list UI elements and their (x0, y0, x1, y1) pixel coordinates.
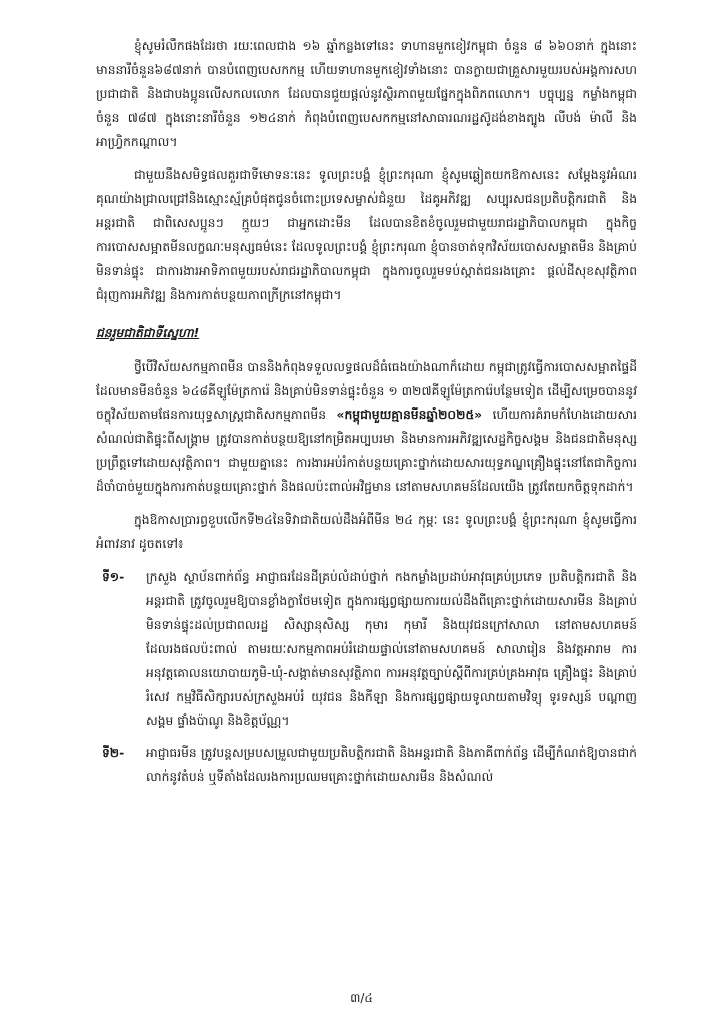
appeal-item-2 (96, 741, 637, 789)
appeal-item-label: ទី២- (102, 746, 125, 760)
page-number: ៣/៤ (350, 991, 373, 1005)
paragraph-mine-action-text-cont: ហើយការគំរាមកំហែងដោយសារសំណល់ជាតិផ្ទុះពីសង្គ្រាម ត្រូវបានកាត់បន្ថយឱ្យនៅកម្រិតអប្បបរមា និងមានការអភិវឌ្ឍសេដ្ឋកិច្ចសង្គម និងជនជាតិមនុស្សប្រព្រឹត្តទៅដោយសុវត្ថិភាព។ ជាមួយគ្នានេះ ការងារអប់រំកាត់បន្ថយគ្រោះថ្នាក់ដោយសារយុទ្ធភណ្ឌគ្រឿងផ្ទុះនៅតែជាកិច្ចការដ៏ចាំបាច់មួយក្នុងការកាត់បន្ថយគ្រោះថ្នាក់ និងផលប៉ះពាល់អវិជ្ជមាន នៅតាមសហគមន៍ដែលយើង ត្រូវតែយកចិត្តទុកដាក់។ (96, 408, 637, 494)
paragraph-mine-action-text: ថ្វីបើវិស័យសកម្មភាពមីន បាននិងកំពុងទទួលលទ្ធផលដ៏ធំធេងយ៉ាងណាក៏ដោយ កម្ពុជាត្រូវធ្វើការបោសសម្អាតផ្ទៃដីដែលមានមីនចំនួន ៦៤៨គីឡូម៉ែត្រការ៉េ និងគ្រាប់មិនទាន់ផ្ទុះចំនួន ១ ៣២៧គីឡូម៉ែត្រការ៉េបន្ថែមទៀត ដើម្បីសម្រេចបាននូវចក្ខុវិស័យតាមផែនការយុទ្ធសាស្ត្រជាតិសកម្មភាពមីន (96, 360, 637, 422)
mine-free-slogan: «កម្ពុជាមួយគ្មានមីនឆ្នាំ២០២៥» (336, 408, 483, 422)
appeal-item-text: អាជ្ញាធរមីន ត្រូវបន្តសម្របសម្រួលជាមួយប្រតិបត្តិករជាតិ និងអន្តរជាតិ និងភាគីពាក់ព័ន្ធ ដើម្បីកំណត់ឱ្យបានជាក់លាក់នូវតំបន់ ឬទីតាំងដែលរងការប្រឈមគ្រោះថ្នាក់ដោយសារមីន និងសំណល់ (146, 746, 637, 784)
appeal-item-1 (96, 565, 637, 733)
paragraph-appeal: ក្នុងឱកាសប្រារព្ធខួបលើកទី២៤នៃទិវាជាតិយល់ដឹងអំពីមីន ២៤ កុម្ភៈ នេះ ទូលព្រះបង្គំ ខ្ញុំព្រះករុណា ខ្ញុំសូមធ្វើការអំពាវនាវ ដូចតទៅ៖ (96, 513, 637, 551)
paragraph-peacekeepers: ខ្ញុំសូមរំលឹកផងដែរថា រយៈពេលជាង ១៦ ឆ្នាំកន្លងទៅនេះ ទាហានមួកខៀវកម្ពុជា ចំនួន ៨ ៦៦០នាក់ ក្នុងនោះមាននារីចំនួន៦៨៧នាក់ បានបំពេញបេសកកម្ម ហើយទាហានមួកខៀវទាំងនោះ បានក្លាយជាគ្រួសារមួយរបស់អង្គការសហប្រជាជាតិ និងជាបងប្អូនលើសកលលោក ដែលបានជួយផ្ដល់នូវស្ថិរភាពមួយផ្នែកក្នុងពិភពលោក។ បច្ចុប្បន្ន កម្លាំងកម្ពុជាចំនួន ៧៨៧ ក្នុងនោះនារីចំនួន ១២៤នាក់ កំពុងបំពេញបេសកកម្មនៅសាធារណរដ្ឋស៊ូដង់ខាងត្បូង លីបង់ ម៉ាលី និងអាហ្វ្រិកកណ្ដាល។ (96, 39, 637, 149)
appeal-item-label: ទី១- (102, 570, 125, 584)
paragraph-mine-action (96, 355, 637, 499)
paragraph-gratitude: ជាមួយនឹងសមិទ្ធផលគួរជាទីមោទនៈនេះ ទូលព្រះបង្គំ ខ្ញុំព្រះករុណា ខ្ញុំសូមឆ្លៀតយកឱកាសនេះ សម្ដែងនូវអំណរគុណយ៉ាងជ្រាលជ្រៅនិងស្មោះស្ម័គ្របំផុតជូនចំពោះប្រទេសម្ចាស់ជំនួយ ដៃគូអភិវឌ្ឍ សប្បុរសជនប្រតិបត្តិករជាតិ និងអន្តរជាតិ ជាពិសេសប្អូនៗ ក្មួយៗ ជាអ្នកដោះមីន ដែលបានខិតខំចូលរួមជាមួយរាជរដ្ឋាភិបាលកម្ពុជា ក្នុងកិច្ចការបោសសម្អាតមីនលក្ខណៈមនុស្សធម៌នេះ ដែលទូលព្រះបង្គំ ខ្ញុំព្រះករុណា ខ្ញុំបានចាត់ទុកវិស័យបោសសម្អាតមីន និងគ្រាប់មិនទាន់ផ្ទុះ ជាការងារអាទិភាពមួយរបស់រាជរដ្ឋាភិបាលកម្ពុជា ក្នុងការចូលរួមទប់ស្កាត់ជនរងគ្រោះ ផ្ដល់ដីសុខសុវត្ថិភាព ជំរុញការអភិវឌ្ឍ និងការកាត់បន្ថយភាពក្រីក្រនៅកម្ពុជា។ (96, 168, 637, 302)
appeal-item-text: ក្រសួង ស្ថាប័នពាក់ព័ន្ធ អាជ្ញាធរដែនដីគ្រប់លំដាប់ថ្នាក់ កងកម្លាំងប្រដាប់អាវុធគ្រប់ប្រភេទ ប្រតិបត្តិករជាតិ និងអន្តរជាតិ ត្រូវចូលរួមឱ្យបានខ្លាំងក្លាថែមទៀត ក្នុងការផ្សព្វផ្សាយការយល់ដឹងពីគ្រោះថ្នាក់ដោយសារមីន និងគ្រាប់មិនទាន់ផ្ទុះដល់ប្រជាពលរដ្ឋ សិស្សានុសិស្ស កុមារ កុមារី និងយុវជនក្រៅសាលា នៅតាមសហគមន៍ដែលរងផលប៉ះពាល់ តាមរយៈសកម្មភាពអប់រំដោយផ្ទាល់នៅតាមសហគមន៍ សាលារៀន និងវត្តអារាម ការអនុវត្តគោលនយោបាយភូមិ-ឃុំ-សង្កាត់មានសុវត្ថិភាព ការអនុវត្តច្បាប់ស្ដីពីការគ្រប់គ្រងអាវុធ គ្រឿងផ្ទុះ និងគ្រាប់រំសេវ កម្មវិធីសិក្សារបស់ក្រសួងអប់រំ យុវជន និងកីឡា និងការផ្សព្វផ្សាយទូលាយតាមវិទ្យុ ទូរទស្សន៍ បណ្ដាញសង្គម ផ្ទាំងប៉ាណូ និងខិត្តប័ណ្ណ។ (146, 570, 637, 728)
section-heading: ជនរួមជាតិជាទីស្នេហា! (96, 326, 200, 340)
